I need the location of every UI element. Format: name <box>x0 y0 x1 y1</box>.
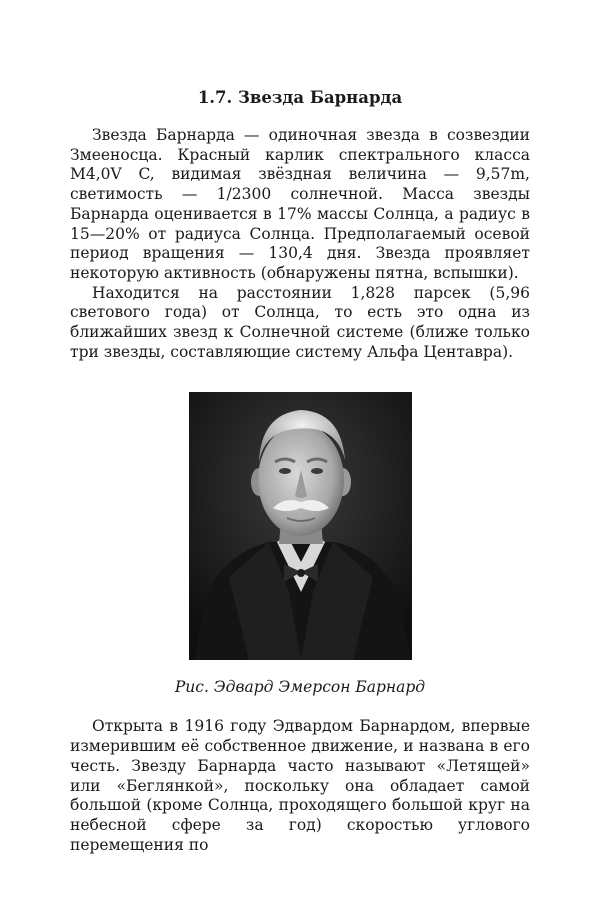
portrait-photo <box>189 392 412 660</box>
paragraph-description: Звезда Барнарда — одиночная звезда в созвездии Змееносца. Красный карлик спектрального класса M4,0V C, видимая звёздная величина — 9,57m, светимость — 1/2300 солнечной. Масса звезды Барнарда оценивается в 17% массы Солнца, а радиус в 15—20% от радиуса Солнца. Предполагаемый осевой период вращения — 130,4 дня. Звезда проявляет некоторую активность (обнаружены пятна, вспышки). <box>70 126 530 282</box>
portrait-illustration <box>189 392 412 660</box>
figure-caption: Рис. Эдвард Эмерсон Барнард <box>174 678 426 697</box>
paragraph-discovery: Открыта в 1916 году Эдвардом Барнардом, впервые измерившим её собственное движение, и названа в его честь. Звезду Барнарда часто называют «Летящей» или «Беглянкой», поскольку она обладает самой большой (кроме Солнца, проходящего большой круг на небесной сфере за год) скоростью углового перемещения по <box>70 717 530 854</box>
section-heading: 1.7. Звезда Барнарда <box>197 88 403 107</box>
book-page <box>70 0 530 855</box>
paragraph-distance: Находится на расстоянии 1,828 парсек (5,96 светового года) от Солнца, то есть это одна из ближайших звезд к Солнечной системе (ближе только три звезды, составляющие систему Альфа Центавра). <box>70 283 530 361</box>
